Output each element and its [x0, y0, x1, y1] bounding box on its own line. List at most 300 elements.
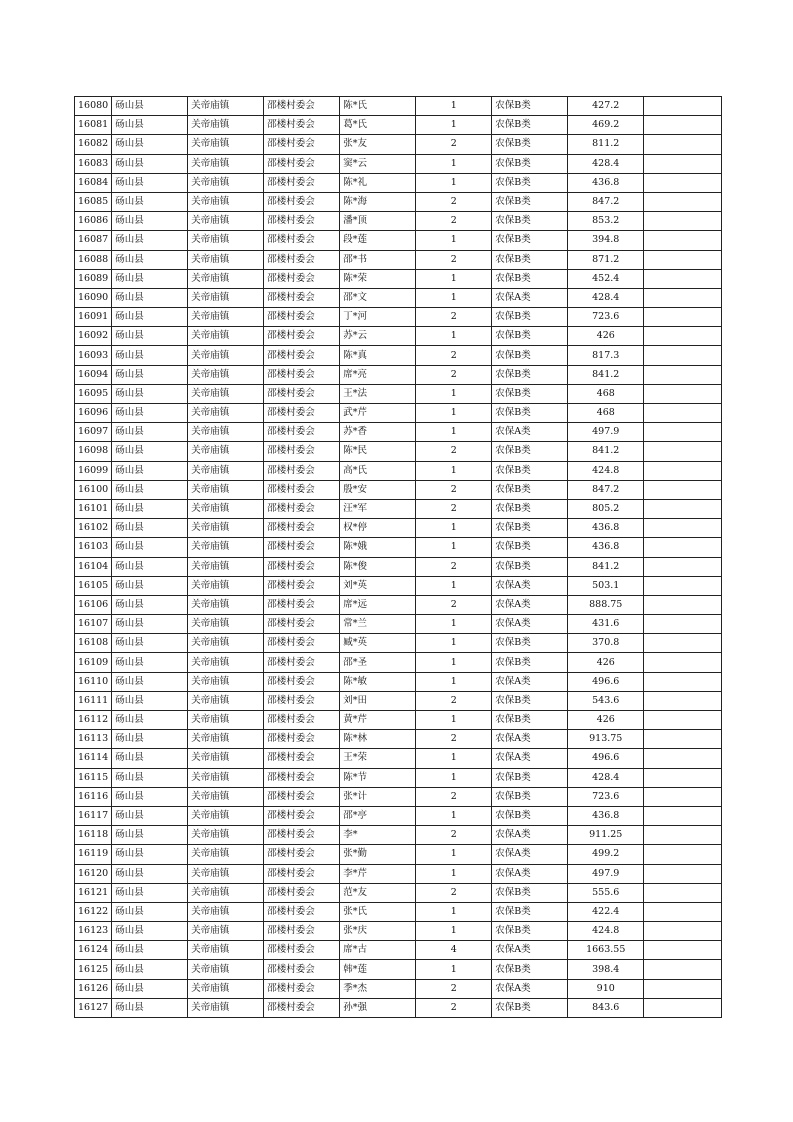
note-cell — [644, 749, 722, 768]
town-cell: 关帝庙镇 — [188, 979, 264, 998]
town-cell: 关帝庙镇 — [188, 557, 264, 576]
village-cell: 邵楼村委会 — [264, 116, 340, 135]
note-cell — [644, 192, 722, 211]
village-cell: 邵楼村委会 — [264, 173, 340, 192]
name-cell: 臧*英 — [340, 634, 416, 653]
amount-cell: 394.8 — [568, 231, 644, 250]
town-cell: 关帝庙镇 — [188, 135, 264, 154]
amount-cell: 436.8 — [568, 538, 644, 557]
insurance-type-cell: 农保B类 — [492, 806, 568, 825]
household-count-cell: 1 — [416, 288, 492, 307]
row-number: 16101 — [75, 499, 112, 518]
row-number: 16111 — [75, 691, 112, 710]
amount-cell: 847.2 — [568, 192, 644, 211]
village-cell: 邵楼村委会 — [264, 97, 340, 116]
household-count-cell: 2 — [416, 442, 492, 461]
name-cell: 范*友 — [340, 883, 416, 902]
name-cell: 邵*文 — [340, 288, 416, 307]
amount-cell: 543.6 — [568, 691, 644, 710]
county-cell: 砀山县 — [112, 519, 188, 538]
table-row — [75, 346, 722, 365]
household-count-cell: 1 — [416, 404, 492, 423]
town-cell: 关帝庙镇 — [188, 384, 264, 403]
name-cell: 陈*荣 — [340, 269, 416, 288]
row-number: 16107 — [75, 615, 112, 634]
name-cell: 陈*敏 — [340, 672, 416, 691]
name-cell: 陈*俊 — [340, 557, 416, 576]
row-number: 16121 — [75, 883, 112, 902]
note-cell — [644, 231, 722, 250]
town-cell: 关帝庙镇 — [188, 902, 264, 921]
town-cell: 关帝庙镇 — [188, 538, 264, 557]
note-cell — [644, 576, 722, 595]
household-count-cell: 1 — [416, 327, 492, 346]
table-row — [75, 480, 722, 499]
town-cell: 关帝庙镇 — [188, 346, 264, 365]
row-number: 16122 — [75, 902, 112, 921]
insurance-type-cell: 农保A类 — [492, 826, 568, 845]
amount-cell: 496.6 — [568, 672, 644, 691]
table-row — [75, 595, 722, 614]
row-number: 16112 — [75, 711, 112, 730]
note-cell — [644, 595, 722, 614]
amount-cell: 426 — [568, 327, 644, 346]
amount-cell: 843.6 — [568, 998, 644, 1017]
amount-cell: 431.6 — [568, 615, 644, 634]
town-cell: 关帝庙镇 — [188, 749, 264, 768]
table-row — [75, 192, 722, 211]
insurance-type-cell: 农保B类 — [492, 922, 568, 941]
town-cell: 关帝庙镇 — [188, 519, 264, 538]
county-cell: 砀山县 — [112, 653, 188, 672]
row-number: 16088 — [75, 250, 112, 269]
note-cell — [644, 212, 722, 231]
note-cell — [644, 365, 722, 384]
county-cell: 砀山县 — [112, 404, 188, 423]
row-number: 16090 — [75, 288, 112, 307]
table-row — [75, 404, 722, 423]
town-cell: 关帝庙镇 — [188, 711, 264, 730]
note-cell — [644, 730, 722, 749]
note-cell — [644, 883, 722, 902]
village-cell: 邵楼村委会 — [264, 691, 340, 710]
note-cell — [644, 173, 722, 192]
town-cell: 关帝庙镇 — [188, 998, 264, 1017]
county-cell: 砀山县 — [112, 998, 188, 1017]
note-cell — [644, 519, 722, 538]
amount-cell: 452.4 — [568, 269, 644, 288]
village-cell: 邵楼村委会 — [264, 442, 340, 461]
name-cell: 陈*礼 — [340, 173, 416, 192]
amount-cell: 496.6 — [568, 749, 644, 768]
village-cell: 邵楼村委会 — [264, 749, 340, 768]
town-cell: 关帝庙镇 — [188, 787, 264, 806]
village-cell: 邵楼村委会 — [264, 250, 340, 269]
village-cell: 邵楼村委会 — [264, 212, 340, 231]
town-cell: 关帝庙镇 — [188, 883, 264, 902]
table-row — [75, 979, 722, 998]
note-cell — [644, 250, 722, 269]
insurance-type-cell: 农保B类 — [492, 691, 568, 710]
table-row — [75, 116, 722, 135]
household-count-cell: 4 — [416, 941, 492, 960]
amount-cell: 428.4 — [568, 288, 644, 307]
village-cell: 邵楼村委会 — [264, 711, 340, 730]
table-row — [75, 576, 722, 595]
town-cell: 关帝庙镇 — [188, 327, 264, 346]
county-cell: 砀山县 — [112, 960, 188, 979]
household-count-cell: 2 — [416, 826, 492, 845]
town-cell: 关帝庙镇 — [188, 826, 264, 845]
table-row — [75, 173, 722, 192]
town-cell: 关帝庙镇 — [188, 691, 264, 710]
table-row — [75, 288, 722, 307]
county-cell: 砀山县 — [112, 308, 188, 327]
name-cell: 邵*亭 — [340, 806, 416, 825]
insurance-type-cell: 农保B类 — [492, 519, 568, 538]
town-cell: 关帝庙镇 — [188, 806, 264, 825]
note-cell — [644, 634, 722, 653]
town-cell: 关帝庙镇 — [188, 672, 264, 691]
amount-cell: 910 — [568, 979, 644, 998]
county-cell: 砀山县 — [112, 902, 188, 921]
town-cell: 关帝庙镇 — [188, 864, 264, 883]
household-count-cell: 1 — [416, 768, 492, 787]
note-cell — [644, 404, 722, 423]
row-number: 16092 — [75, 327, 112, 346]
insurance-type-cell: 农保B类 — [492, 499, 568, 518]
name-cell: 权*停 — [340, 519, 416, 538]
amount-cell: 424.8 — [568, 922, 644, 941]
village-cell: 邵楼村委会 — [264, 672, 340, 691]
table-row — [75, 365, 722, 384]
county-cell: 砀山县 — [112, 365, 188, 384]
insurance-type-cell: 农保B类 — [492, 365, 568, 384]
town-cell: 关帝庙镇 — [188, 404, 264, 423]
insurance-type-cell: 农保B类 — [492, 787, 568, 806]
village-cell: 邵楼村委会 — [264, 768, 340, 787]
amount-cell: 847.2 — [568, 480, 644, 499]
amount-cell: 497.9 — [568, 864, 644, 883]
table-row — [75, 499, 722, 518]
table-row — [75, 960, 722, 979]
insurance-type-cell: 农保B类 — [492, 998, 568, 1017]
village-cell: 邵楼村委会 — [264, 365, 340, 384]
household-count-cell: 2 — [416, 192, 492, 211]
county-cell: 砀山县 — [112, 922, 188, 941]
insurance-type-cell: 农保A类 — [492, 288, 568, 307]
town-cell: 关帝庙镇 — [188, 154, 264, 173]
table-row — [75, 634, 722, 653]
village-cell: 邵楼村委会 — [264, 499, 340, 518]
name-cell: 张*友 — [340, 135, 416, 154]
household-count-cell: 1 — [416, 672, 492, 691]
table-row — [75, 557, 722, 576]
note-cell — [644, 557, 722, 576]
county-cell: 砀山县 — [112, 538, 188, 557]
household-count-cell: 2 — [416, 250, 492, 269]
insurance-type-cell: 农保A类 — [492, 749, 568, 768]
town-cell: 关帝庙镇 — [188, 768, 264, 787]
insurance-type-cell: 农保B类 — [492, 308, 568, 327]
town-cell: 关帝庙镇 — [188, 960, 264, 979]
row-number: 16105 — [75, 576, 112, 595]
village-cell: 邵楼村委会 — [264, 519, 340, 538]
insurance-type-cell: 农保B类 — [492, 634, 568, 653]
household-count-cell: 2 — [416, 365, 492, 384]
county-cell: 砀山县 — [112, 384, 188, 403]
insurance-type-cell: 农保B类 — [492, 154, 568, 173]
village-cell: 邵楼村委会 — [264, 346, 340, 365]
village-cell: 邵楼村委会 — [264, 634, 340, 653]
table-row — [75, 845, 722, 864]
amount-cell: 503.1 — [568, 576, 644, 595]
county-cell: 砀山县 — [112, 615, 188, 634]
village-cell: 邵楼村委会 — [264, 883, 340, 902]
town-cell: 关帝庙镇 — [188, 480, 264, 499]
household-count-cell: 2 — [416, 979, 492, 998]
town-cell: 关帝庙镇 — [188, 97, 264, 116]
note-cell — [644, 711, 722, 730]
village-cell: 邵楼村委会 — [264, 806, 340, 825]
insurance-type-cell: 农保A类 — [492, 672, 568, 691]
county-cell: 砀山县 — [112, 442, 188, 461]
county-cell: 砀山县 — [112, 135, 188, 154]
name-cell: 孙*强 — [340, 998, 416, 1017]
insurance-type-cell: 农保B类 — [492, 250, 568, 269]
note-cell — [644, 787, 722, 806]
amount-cell: 841.2 — [568, 557, 644, 576]
table-row — [75, 461, 722, 480]
insurance-type-cell: 农保B类 — [492, 902, 568, 921]
household-count-cell: 2 — [416, 346, 492, 365]
village-cell: 邵楼村委会 — [264, 787, 340, 806]
household-count-cell: 1 — [416, 615, 492, 634]
table-row — [75, 730, 722, 749]
name-cell: 刘*田 — [340, 691, 416, 710]
row-number: 16100 — [75, 480, 112, 499]
county-cell: 砀山县 — [112, 672, 188, 691]
table-row — [75, 749, 722, 768]
amount-cell: 871.2 — [568, 250, 644, 269]
amount-cell: 427.2 — [568, 97, 644, 116]
note-cell — [644, 442, 722, 461]
insurance-type-cell: 农保B类 — [492, 480, 568, 499]
table-row — [75, 941, 722, 960]
county-cell: 砀山县 — [112, 154, 188, 173]
county-cell: 砀山县 — [112, 250, 188, 269]
note-cell — [644, 691, 722, 710]
table-row — [75, 308, 722, 327]
amount-cell: 468 — [568, 404, 644, 423]
table-row — [75, 250, 722, 269]
town-cell: 关帝庙镇 — [188, 615, 264, 634]
household-count-cell: 2 — [416, 787, 492, 806]
row-number: 16087 — [75, 231, 112, 250]
amount-cell: 817.3 — [568, 346, 644, 365]
town-cell: 关帝庙镇 — [188, 288, 264, 307]
insurance-type-cell: 农保B类 — [492, 135, 568, 154]
insurance-type-cell: 农保B类 — [492, 768, 568, 787]
household-count-cell: 1 — [416, 154, 492, 173]
insurance-type-cell: 农保A类 — [492, 979, 568, 998]
town-cell: 关帝庙镇 — [188, 116, 264, 135]
county-cell: 砀山县 — [112, 826, 188, 845]
name-cell: 段*莲 — [340, 231, 416, 250]
note-cell — [644, 135, 722, 154]
name-cell: 邵*书 — [340, 250, 416, 269]
county-cell: 砀山县 — [112, 634, 188, 653]
town-cell: 关帝庙镇 — [188, 634, 264, 653]
county-cell: 砀山县 — [112, 730, 188, 749]
village-cell: 邵楼村委会 — [264, 538, 340, 557]
county-cell: 砀山县 — [112, 97, 188, 116]
note-cell — [644, 538, 722, 557]
insurance-type-cell: 农保B类 — [492, 384, 568, 403]
household-count-cell: 2 — [416, 998, 492, 1017]
household-count-cell: 2 — [416, 308, 492, 327]
note-cell — [644, 653, 722, 672]
name-cell: 王*荣 — [340, 749, 416, 768]
note-cell — [644, 806, 722, 825]
note-cell — [644, 499, 722, 518]
village-cell: 邵楼村委会 — [264, 902, 340, 921]
amount-cell: 426 — [568, 653, 644, 672]
row-number: 16115 — [75, 768, 112, 787]
household-count-cell: 1 — [416, 864, 492, 883]
village-cell: 邵楼村委会 — [264, 979, 340, 998]
household-count-cell: 2 — [416, 499, 492, 518]
amount-cell: 1663.55 — [568, 941, 644, 960]
table-row — [75, 519, 722, 538]
county-cell: 砀山县 — [112, 231, 188, 250]
county-cell: 砀山县 — [112, 595, 188, 614]
village-cell: 邵楼村委会 — [264, 480, 340, 499]
note-cell — [644, 97, 722, 116]
household-count-cell: 1 — [416, 653, 492, 672]
town-cell: 关帝庙镇 — [188, 192, 264, 211]
insurance-type-cell: 农保B类 — [492, 557, 568, 576]
note-cell — [644, 288, 722, 307]
village-cell: 邵楼村委会 — [264, 135, 340, 154]
household-count-cell: 1 — [416, 902, 492, 921]
town-cell: 关帝庙镇 — [188, 442, 264, 461]
benefit-table — [74, 96, 722, 1018]
row-number: 16093 — [75, 346, 112, 365]
amount-cell: 468 — [568, 384, 644, 403]
county-cell: 砀山县 — [112, 576, 188, 595]
town-cell: 关帝庙镇 — [188, 653, 264, 672]
household-count-cell: 2 — [416, 480, 492, 499]
name-cell: 刘*英 — [340, 576, 416, 595]
town-cell: 关帝庙镇 — [188, 308, 264, 327]
insurance-type-cell: 农保A类 — [492, 941, 568, 960]
county-cell: 砀山县 — [112, 288, 188, 307]
row-number: 16109 — [75, 653, 112, 672]
row-number: 16116 — [75, 787, 112, 806]
note-cell — [644, 327, 722, 346]
row-number: 16125 — [75, 960, 112, 979]
village-cell: 邵楼村委会 — [264, 192, 340, 211]
village-cell: 邵楼村委会 — [264, 557, 340, 576]
household-count-cell: 2 — [416, 557, 492, 576]
name-cell: 高*氏 — [340, 461, 416, 480]
county-cell: 砀山县 — [112, 116, 188, 135]
note-cell — [644, 346, 722, 365]
name-cell: 季*杰 — [340, 979, 416, 998]
amount-cell: 911.25 — [568, 826, 644, 845]
name-cell: 席*远 — [340, 595, 416, 614]
note-cell — [644, 960, 722, 979]
row-number: 16096 — [75, 404, 112, 423]
amount-cell: 428.4 — [568, 768, 644, 787]
note-cell — [644, 269, 722, 288]
name-cell: 常*兰 — [340, 615, 416, 634]
village-cell: 邵楼村委会 — [264, 941, 340, 960]
amount-cell: 555.6 — [568, 883, 644, 902]
amount-cell: 422.4 — [568, 902, 644, 921]
amount-cell: 428.4 — [568, 154, 644, 173]
amount-cell: 436.8 — [568, 519, 644, 538]
amount-cell: 436.8 — [568, 173, 644, 192]
name-cell: 韩*莲 — [340, 960, 416, 979]
town-cell: 关帝庙镇 — [188, 922, 264, 941]
name-cell: 陈*海 — [340, 192, 416, 211]
name-cell: 李* — [340, 826, 416, 845]
household-count-cell: 2 — [416, 595, 492, 614]
note-cell — [644, 902, 722, 921]
table-row — [75, 768, 722, 787]
household-count-cell: 1 — [416, 519, 492, 538]
county-cell: 砀山县 — [112, 327, 188, 346]
county-cell: 砀山县 — [112, 941, 188, 960]
table-row — [75, 922, 722, 941]
row-number: 16094 — [75, 365, 112, 384]
table-row — [75, 653, 722, 672]
note-cell — [644, 384, 722, 403]
household-count-cell: 2 — [416, 883, 492, 902]
household-count-cell: 1 — [416, 269, 492, 288]
village-cell: 邵楼村委会 — [264, 615, 340, 634]
household-count-cell: 1 — [416, 538, 492, 557]
county-cell: 砀山县 — [112, 269, 188, 288]
row-number: 16127 — [75, 998, 112, 1017]
table-body — [75, 97, 722, 1018]
household-count-cell: 1 — [416, 711, 492, 730]
county-cell: 砀山县 — [112, 749, 188, 768]
table-row — [75, 423, 722, 442]
insurance-type-cell: 农保A类 — [492, 730, 568, 749]
row-number: 16104 — [75, 557, 112, 576]
row-number: 16103 — [75, 538, 112, 557]
name-cell: 葛*氏 — [340, 116, 416, 135]
county-cell: 砀山县 — [112, 806, 188, 825]
insurance-type-cell: 农保B类 — [492, 461, 568, 480]
household-count-cell: 1 — [416, 384, 492, 403]
row-number: 16085 — [75, 192, 112, 211]
row-number: 16119 — [75, 845, 112, 864]
county-cell: 砀山县 — [112, 192, 188, 211]
village-cell: 邵楼村委会 — [264, 960, 340, 979]
name-cell: 殷*安 — [340, 480, 416, 499]
insurance-type-cell: 农保B类 — [492, 116, 568, 135]
village-cell: 邵楼村委会 — [264, 922, 340, 941]
note-cell — [644, 864, 722, 883]
insurance-type-cell: 农保B类 — [492, 346, 568, 365]
household-count-cell: 1 — [416, 634, 492, 653]
table-row — [75, 538, 722, 557]
note-cell — [644, 979, 722, 998]
